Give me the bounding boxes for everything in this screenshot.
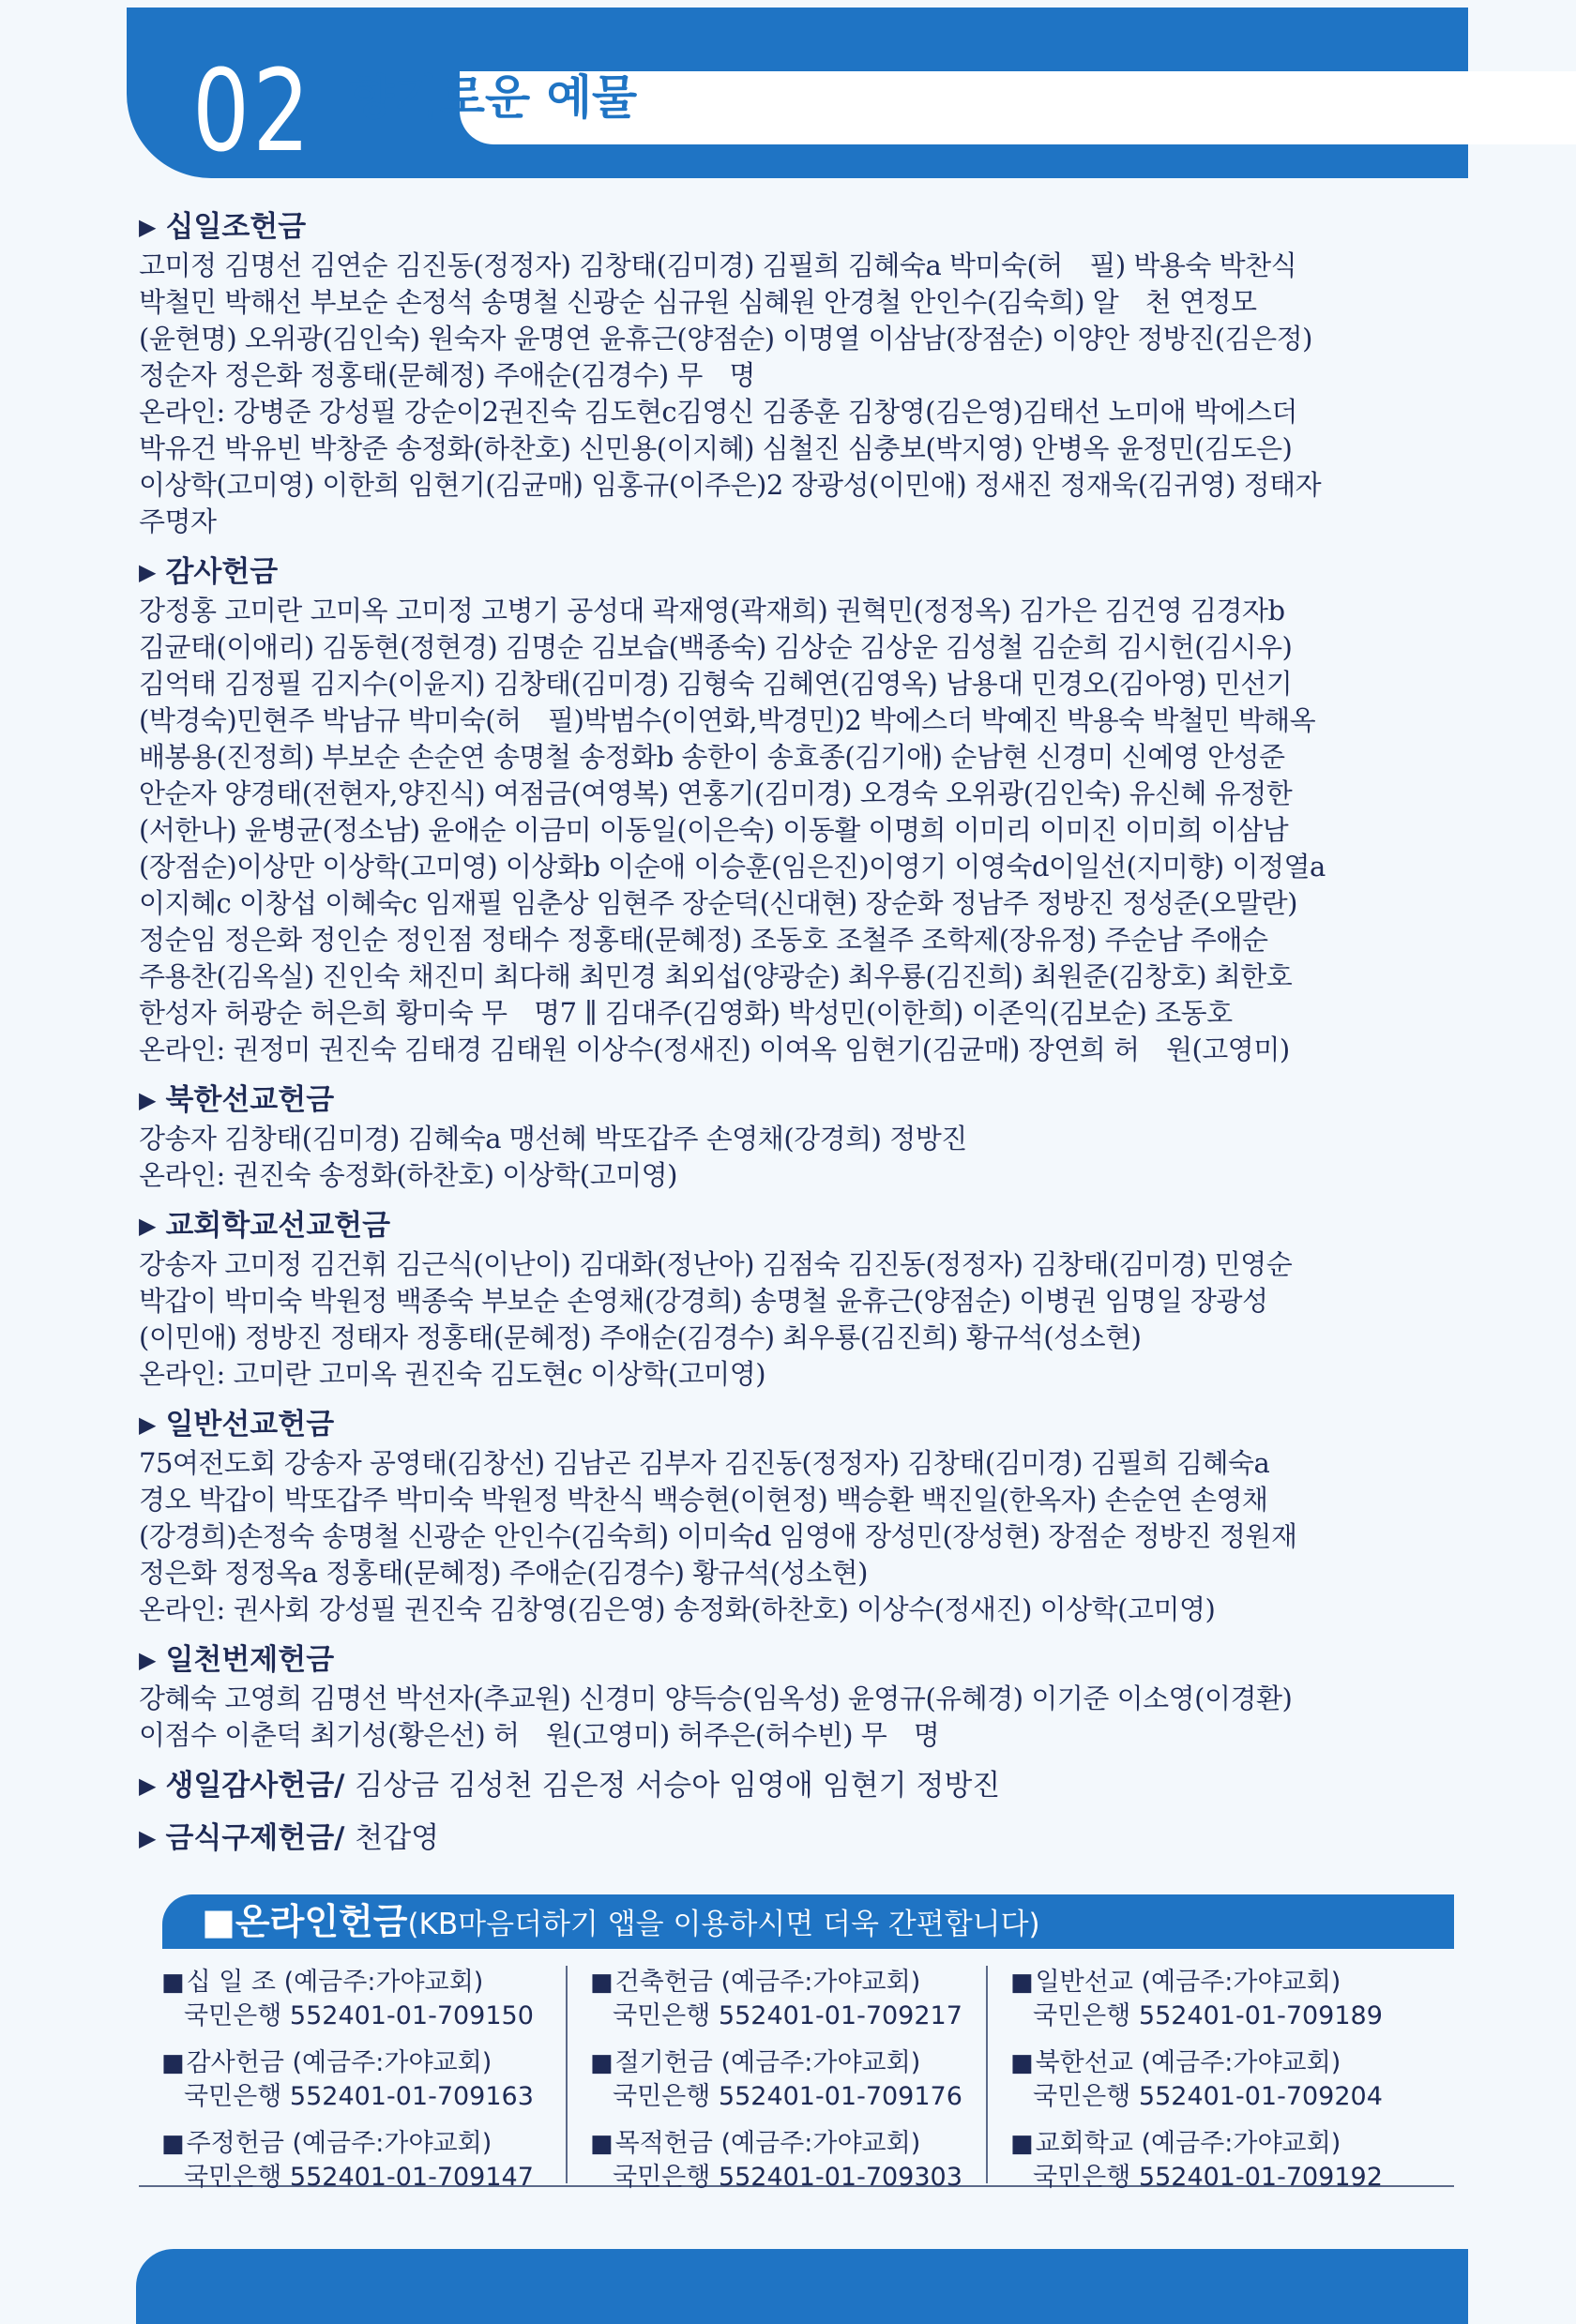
donor-names	[139, 1121, 1452, 1194]
donor-names	[139, 1445, 1452, 1628]
donor-names: 김상금 김성천 김은정 서승아 임영애 임현기 정방진	[355, 1769, 1001, 1803]
square-bullet-icon: ■	[1010, 2130, 1034, 2158]
donor-line: 온라인: 권정미 권진숙 김태경 김태원 이상수(정새진) 이여옥 임현기(김균매) 장연희 허 원(고영미)	[139, 1034, 1290, 1065]
triangle-right-icon: ▶	[139, 1825, 157, 1851]
account-name: 절기헌금 (예금주:가야교회)	[614, 2048, 921, 2077]
donor-line: 박철민 박해선 부보순 손정석 송명철 신광순 심규원 심혜원 안경철 안인수(김숙희) 알 천 연정모	[139, 286, 1257, 318]
account-entry	[568, 2046, 990, 2127]
donor-line: 이점수 이춘덕 최기성(황은선) 허 원(고영미) 허주은(허수빈) 무 명	[139, 1719, 940, 1751]
online-offering-banner	[162, 1894, 1454, 1949]
donor-line: (박경숙)민현주 박남규 박미숙(허 필)박범수(이연화,박경민)2 박에스더 박예진 박용숙 박철민 박해옥	[139, 704, 1316, 736]
square-bullet-icon: ■	[1010, 2049, 1034, 2077]
footer-bar	[136, 2249, 1468, 2324]
donor-names	[139, 248, 1452, 540]
account-entry	[988, 2046, 1410, 2127]
header-banner	[127, 8, 1468, 178]
donor-names	[139, 1246, 1452, 1393]
category-church-school-mission	[139, 1207, 1452, 1393]
category-title: ▶ 생일감사헌금/ 김상금 김성천 김은정 서승아 임영애 임현기 정방진	[139, 1769, 1001, 1803]
account-column	[986, 1966, 1410, 2192]
category-thousand-offering	[139, 1641, 1452, 1754]
account-column	[139, 1966, 561, 2192]
donor-line: (장점순)이상만 이상학(고미영) 이상화b 이순애 이승훈(임은진)이영기 이영숙d이일선(지미향) 이정열a	[139, 851, 1326, 883]
account-number: 국민은행 552401-01-709204	[1033, 2082, 1383, 2111]
offering-list	[139, 208, 1452, 1859]
account-number: 국민은행 552401-01-709189	[1033, 2001, 1383, 2030]
category-tithe	[139, 208, 1452, 540]
category-title: ▶ 십일조헌금	[139, 210, 307, 244]
page-title: 향기로운 예물	[349, 70, 638, 125]
donor-line: 강정홍 고미란 고미옥 고미정 고병기 공성대 곽재영(곽재희) 권혁민(정정옥) 김가은 김건영 김경자b	[139, 595, 1285, 626]
donor-names	[139, 593, 1452, 1068]
account-name: 일반선교 (예금주:가야교회)	[1035, 1968, 1341, 1997]
donor-line: 이지혜c 이창섭 이혜숙c 임재필 임춘상 임현주 장순덕(신대현) 장순화 정남주 정방진 정성준(오말란)	[139, 887, 1297, 919]
square-bullet-icon: ■	[590, 1969, 614, 1997]
donor-line: 정순임 정은화 정인순 정인점 정태수 정홍태(문혜정) 조동호 조철주 조학제(장유정) 주순남 주애순	[139, 924, 1268, 956]
donor-line: 김억태 김정필 김지수(이윤지) 김창태(김미경) 김형숙 김혜연(김영옥) 남용대 민경오(김아영) 민선기	[139, 668, 1293, 700]
triangle-right-icon: ▶	[139, 1773, 157, 1799]
account-number: 국민은행 552401-01-709176	[613, 2082, 962, 2111]
donor-line: 온라인: 강병준 강성필 강순이2권진숙 김도현c김영신 김종훈 김창영(김은영)김태선 노미애 박에스더	[139, 396, 1297, 428]
donor-line: 주명자	[139, 506, 217, 537]
category-title: ▶ 북한선교헌금	[139, 1083, 335, 1117]
donor-names	[139, 1681, 1452, 1754]
account-entry	[988, 2127, 1410, 2208]
account-column	[566, 1966, 990, 2192]
account-entry	[139, 1966, 561, 2046]
donor-line: 온라인: 권진숙 송정화(하찬호) 이상학(고미영)	[139, 1159, 677, 1191]
square-bullet-icon: ■	[161, 1969, 185, 1997]
donor-line: 안순자 양경태(전현자,양진식) 여점금(여영복) 연홍기(김미경) 오경숙 오위광(김인숙) 유신혜 유정한	[139, 777, 1293, 809]
donor-line: 강송자 고미정 김건휘 김근식(이난이) 김대화(정난아) 김점숙 김진동(정정자) 김창태(김미경) 민영순	[139, 1248, 1293, 1280]
account-name: 북한선교 (예금주:가야교회)	[1035, 2048, 1341, 2077]
donor-line: 강혜숙 고영희 김명선 박선자(추교원) 신경미 양득승(임옥성) 윤영규(유혜경) 이기준 이소영(이경환)	[139, 1683, 1293, 1714]
category-title: ▶ 금식구제헌금/ 천갑영	[139, 1821, 440, 1855]
account-number: 국민은행 552401-01-709303	[613, 2163, 962, 2192]
category-title: ▶ 일천번제헌금	[139, 1643, 335, 1677]
account-entry	[568, 1966, 990, 2046]
category-general-mission	[139, 1406, 1452, 1628]
donor-names: 천갑영	[355, 1821, 440, 1855]
account-number: 국민은행 552401-01-709150	[184, 2001, 534, 2030]
triangle-right-icon: ▶	[139, 1647, 157, 1673]
account-name: 감사헌금 (예금주:가야교회)	[186, 2048, 492, 2077]
donor-line: 고미정 김명선 김연순 김진동(정정자) 김창태(김미경) 김필희 김혜숙a 박미숙(허 필) 박용숙 박찬식	[139, 249, 1297, 281]
triangle-right-icon: ▶	[139, 559, 157, 585]
online-offering-note: (KB마음더하기 앱을 이용하시면 더욱 간편합니다)	[407, 1908, 1040, 1941]
account-name: 십 일 조 (예금주:가야교회)	[186, 1968, 484, 1997]
donor-line: (서한나) 윤병균(정소남) 윤애순 이금미 이동일(이은숙) 이동활 이명희 이미리 이미진 이미희 이삼남	[139, 814, 1289, 846]
account-entry	[139, 2046, 561, 2127]
donor-line: 김균태(이애리) 김동현(정현경) 김명순 김보습(백종숙) 김상순 김상운 김성철 김순희 김시헌(김시우)	[139, 631, 1293, 663]
account-entry	[568, 2127, 990, 2208]
section-number: 02	[192, 47, 313, 177]
category-birthday-thanks	[139, 1767, 1452, 1806]
donor-line: (강경희)손정숙 송명철 신광순 안인수(김숙희) 이미숙d 임영애 장성민(장성현) 장점순 정방진 정원재	[139, 1520, 1297, 1552]
account-number: 국민은행 552401-01-709147	[184, 2163, 534, 2192]
category-title: ▶ 일반선교헌금	[139, 1408, 335, 1441]
account-number: 국민은행 552401-01-709163	[184, 2082, 534, 2111]
account-name: 목적헌금 (예금주:가야교회)	[614, 2129, 921, 2158]
category-title: ▶ 교회학교선교헌금	[139, 1209, 391, 1243]
account-number: 국민은행 552401-01-709217	[613, 2001, 962, 2030]
donor-line: (이민애) 정방진 정태자 정홍태(문혜정) 주애순(김경수) 최우룡(김진희) 황규석(성소현)	[139, 1321, 1142, 1353]
square-bullet-icon: ■	[590, 2130, 614, 2158]
triangle-right-icon: ▶	[139, 214, 157, 240]
donor-line: 한성자 허광순 허은희 황미숙 무 명7 ∥ 김대주(김영화) 박성민(이한희) 이존익(김보순) 조동호	[139, 997, 1233, 1029]
donor-line: 박유건 박유빈 박창준 송정화(하찬호) 신민용(이지혜) 심철진 심충보(박지영) 안병옥 윤정민(김도은)	[139, 432, 1293, 464]
donor-line: 정은화 정정옥a 정홍태(문혜정) 주애순(김경수) 황규석(성소현)	[139, 1557, 868, 1589]
donor-line: 박갑이 박미숙 박원정 백종숙 부보순 손영채(강경희) 송명철 윤휴근(양점순) 이병권 임명일 장광성	[139, 1285, 1268, 1317]
donor-line: 배봉용(진정희) 부보순 손순연 송명철 송정화b 송한이 송효종(김기애) 순남현 신경미 신예영 안성준	[139, 741, 1285, 773]
account-number: 국민은행 552401-01-709192	[1033, 2163, 1383, 2192]
donor-line: 경오 박갑이 박또갑주 박미숙 박원정 박찬식 백승현(이현정) 백승환 백진일(한옥자) 손순연 손영채	[139, 1484, 1268, 1516]
donor-line: 정순자 정은화 정홍태(문혜정) 주애순(김경수) 무 명	[139, 359, 755, 391]
triangle-right-icon: ▶	[139, 1411, 157, 1438]
category-thanksgiving	[139, 553, 1452, 1068]
donor-line: 강송자 김창태(김미경) 김혜숙a 맹선혜 박또갑주 손영채(강경희) 정방진	[139, 1123, 967, 1154]
account-name: 교회학교 (예금주:가야교회)	[1035, 2129, 1341, 2158]
account-name: 건축헌금 (예금주:가야교회)	[614, 1968, 921, 1997]
category-north-korea-mission	[139, 1081, 1452, 1194]
donor-line: 온라인: 권사회 강성필 권진숙 김창영(김은영) 송정화(하찬호) 이상수(정새진) 이상학(고미영)	[139, 1593, 1216, 1625]
square-bullet-icon: ■	[590, 2049, 614, 2077]
donor-line: 온라인: 고미란 고미옥 권진숙 김도현c 이상학(고미영)	[139, 1358, 766, 1390]
donor-line: 75여전도회 강송자 공영태(김창선) 김남곤 김부자 김진동(정정자) 김창태(김미경) 김필희 김혜숙a	[139, 1447, 1270, 1479]
online-offering-section	[139, 1894, 1454, 2192]
donor-line: (윤현명) 오위광(김인숙) 원숙자 윤명연 윤휴근(양점순) 이명열 이삼남(장점순) 이양안 정방진(김은정)	[139, 323, 1312, 355]
account-entry	[139, 2127, 561, 2208]
donor-line: 이상학(고미영) 이한희 임현기(김균매) 임홍규(이주은)2 장광성(이민애) 정새진 정재욱(김귀영) 정태자	[139, 469, 1322, 501]
triangle-right-icon: ▶	[139, 1213, 157, 1239]
online-offering-title: ■온라인헌금	[202, 1901, 408, 1942]
category-fasting-relief	[139, 1819, 1452, 1859]
category-title: ▶ 감사헌금	[139, 555, 279, 589]
square-bullet-icon: ■	[1010, 1969, 1034, 1997]
square-bullet-icon: ■	[161, 2049, 185, 2077]
square-bullet-icon: ■	[161, 2130, 185, 2158]
triangle-right-icon: ▶	[139, 1087, 157, 1113]
account-name: 주정헌금 (예금주:가야교회)	[186, 2129, 492, 2158]
donor-line: 주용찬(김옥실) 진인숙 채진미 최다해 최민경 최외섭(양광순) 최우룡(김진희) 최원준(김창호) 최한호	[139, 960, 1293, 992]
account-entry	[988, 1966, 1410, 2046]
